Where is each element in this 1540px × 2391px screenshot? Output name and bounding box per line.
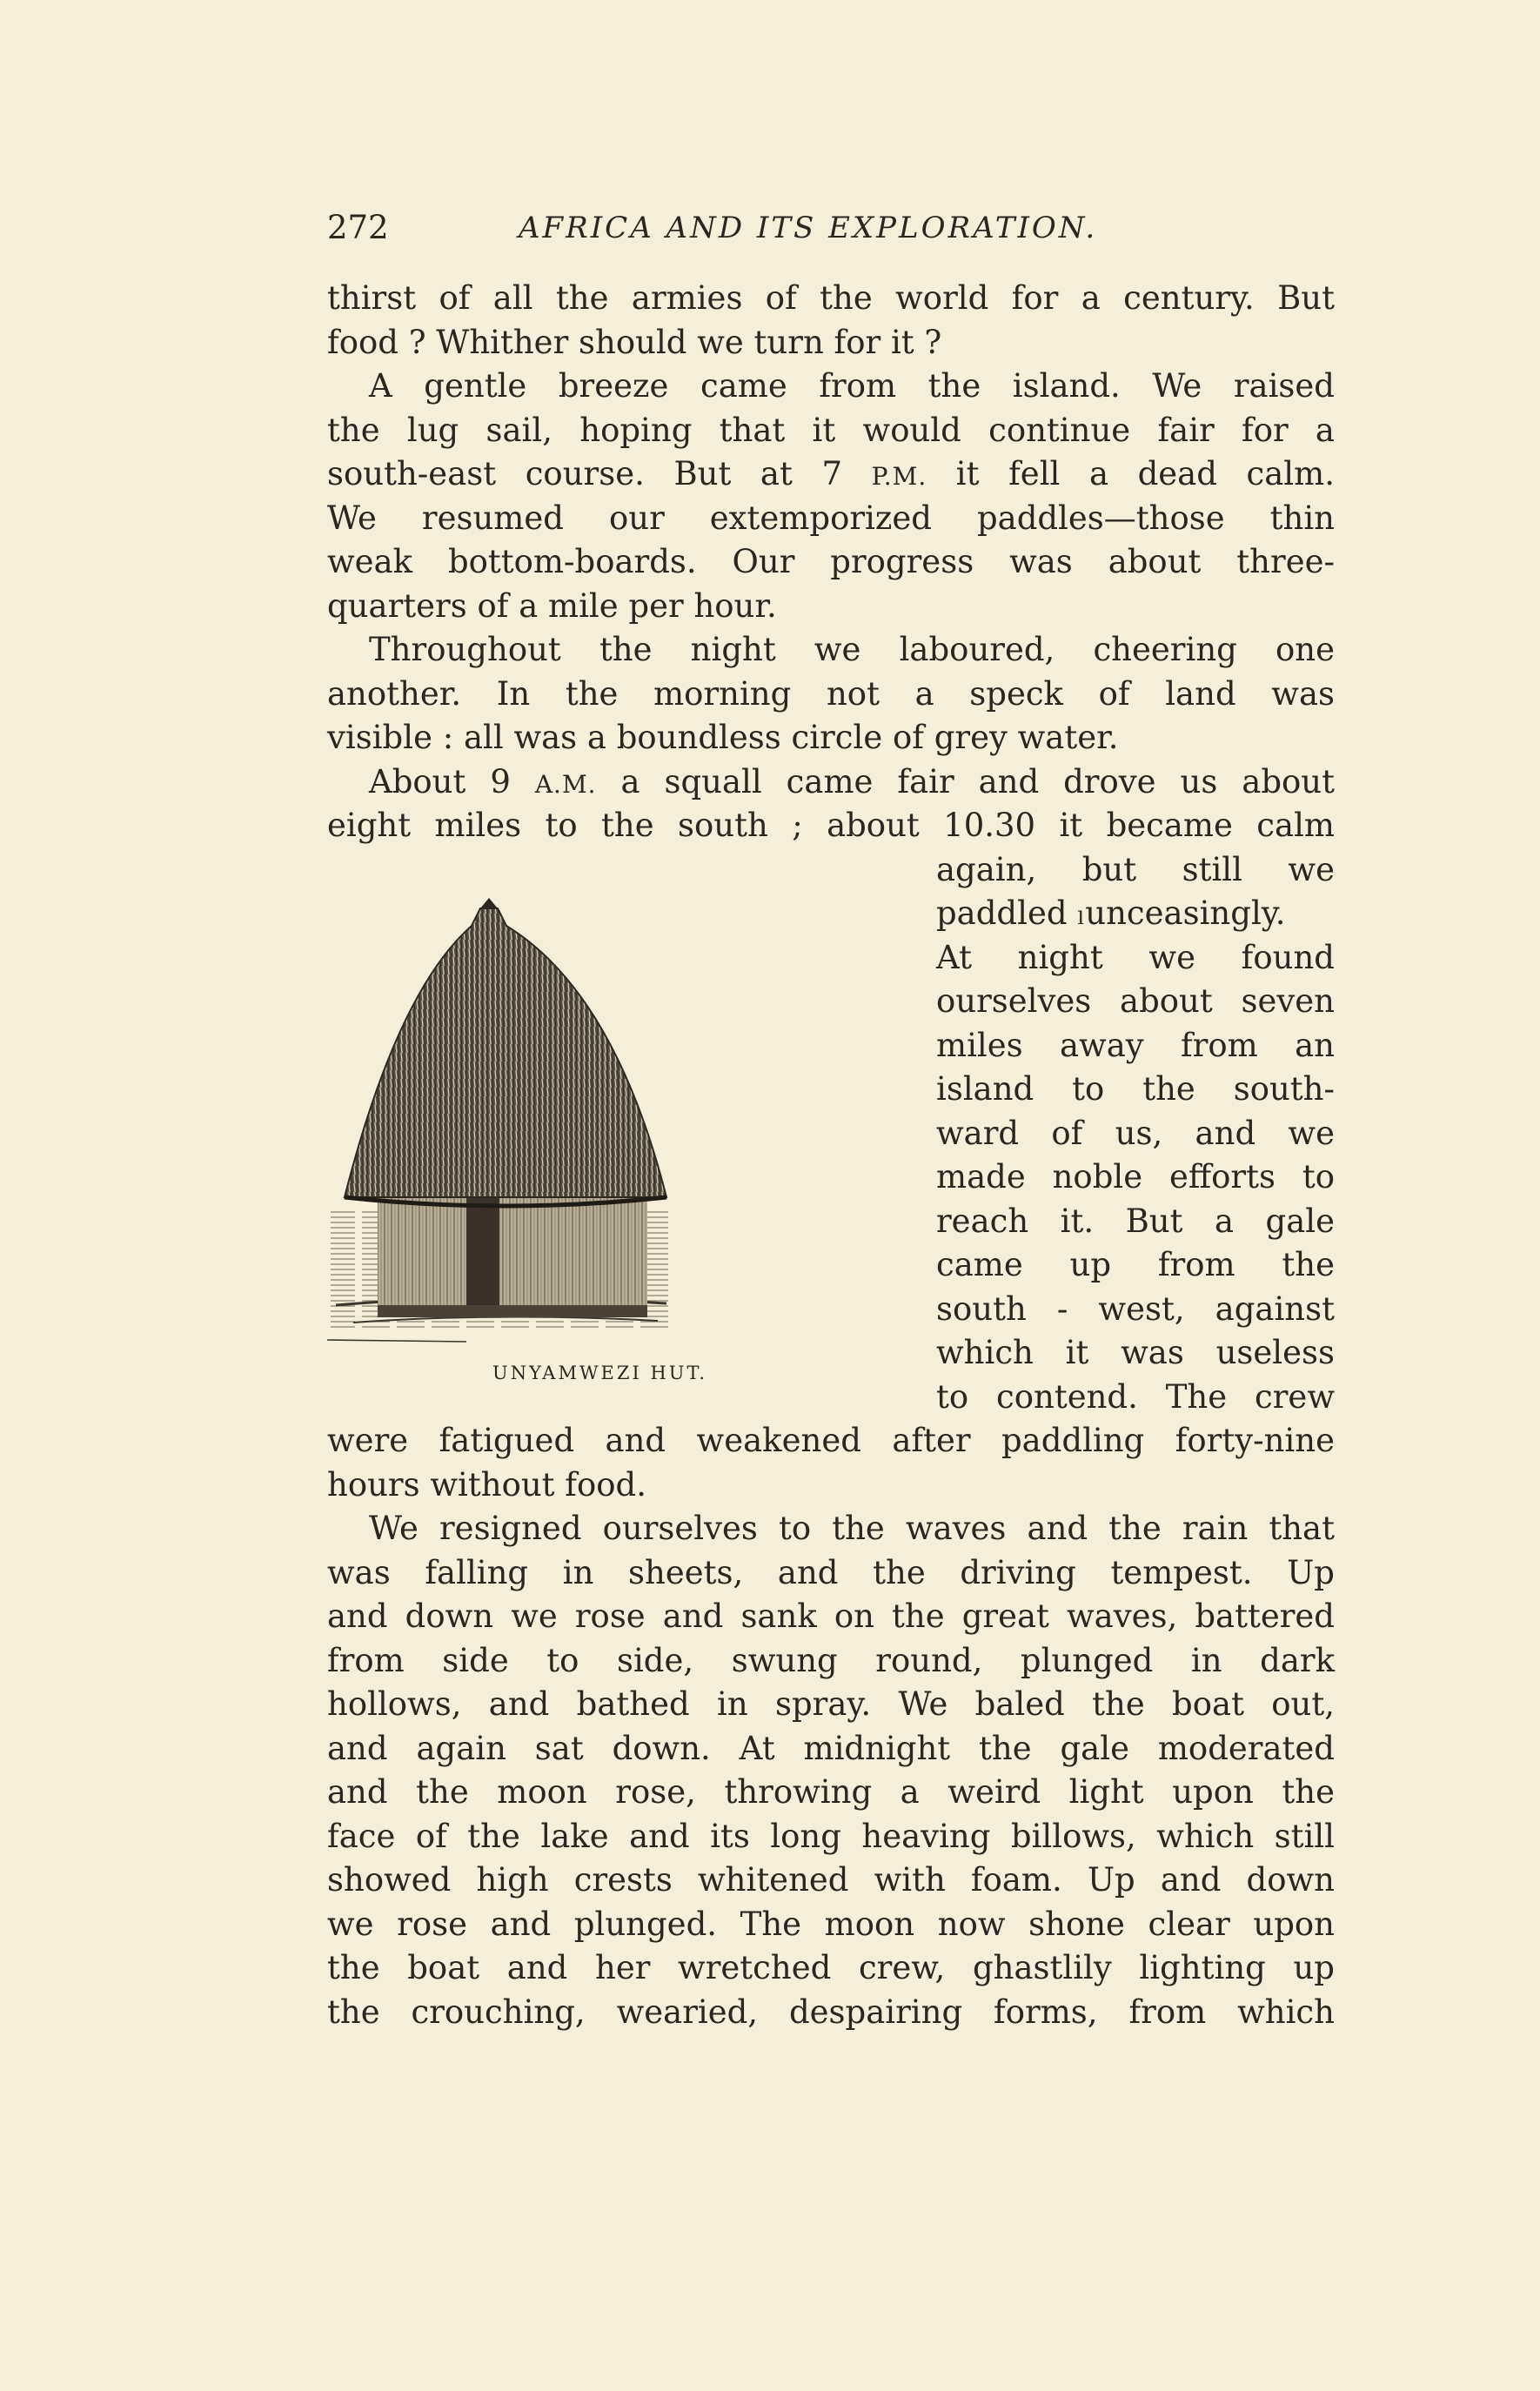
text-fragment: it fell a dead calm. xyxy=(927,455,1335,492)
text-line: which it was useless xyxy=(936,1334,1335,1371)
page-number: 272 xyxy=(327,209,389,246)
text-line: were fatigued and weakened after paddling forty-nine xyxy=(327,1422,1335,1459)
text-line: came up from the xyxy=(936,1246,1335,1283)
text-line: face of the lake and its long heaving billows, which still xyxy=(327,1817,1335,1855)
body-text xyxy=(327,277,1335,2034)
text-line: island to the south- xyxy=(936,1070,1335,1108)
text-line: the boat and her wretched crew, ghastlily lighting up xyxy=(327,1949,1335,1986)
text-line: ourselves about seven xyxy=(936,982,1335,1020)
text-line: paddled ₗunceasingly. xyxy=(936,894,1286,932)
text-line: eight miles to the south ; about 10.30 it became calm xyxy=(327,807,1335,844)
text-line: visible : all was a boundless circle of grey water. xyxy=(327,719,1119,756)
running-head: AFRICA AND ITS EXPLORATION. xyxy=(519,211,1098,245)
text-line: reach it. But a gale xyxy=(936,1202,1335,1240)
text-fragment: south-east course. But at 7 xyxy=(327,455,872,492)
text-line: another. In the morning not a speck of land was xyxy=(327,674,1335,713)
text-line: we rose and plunged. The moon now shone clear upon xyxy=(327,1905,1335,1943)
text-line: made noble efforts to xyxy=(936,1158,1335,1196)
time-abbreviation: P.M. xyxy=(871,462,927,491)
text-line: weak bottom-boards. Our progress was about three- xyxy=(327,543,1335,580)
text-line: food ? Whither should we turn for it ? xyxy=(327,323,942,361)
text-line: We resigned ourselves to the waves and the rain that xyxy=(369,1510,1335,1547)
text-line: south - west, against xyxy=(936,1289,1335,1328)
text-line: to contend. The crew xyxy=(936,1377,1335,1416)
text-line: from side to side, swung round, plunged in dark xyxy=(327,1641,1335,1679)
text-line xyxy=(327,760,1335,805)
text-line: the crouching, wearied, despairing forms, from which xyxy=(327,1992,1335,2031)
text-line: We resumed our extemporized paddles—those thin xyxy=(327,499,1335,537)
text-line: miles away from an xyxy=(936,1026,1335,1064)
text-line xyxy=(327,452,1335,497)
text-line: At night we found xyxy=(936,938,1335,976)
text-line: A gentle breeze came from the island. We raised xyxy=(369,367,1335,405)
text-line: ward of us, and we xyxy=(936,1114,1335,1152)
text-line: Throughout the night we laboured, cheering one xyxy=(369,631,1335,668)
text-fragment: About 9 xyxy=(369,762,535,800)
text-line: quarters of a mile per hour. xyxy=(327,586,777,625)
text-line: hours without food. xyxy=(327,1465,647,1504)
text-line: was falling in sheets, and the driving tempest. Up xyxy=(327,1553,1335,1591)
text-line: and down we rose and sank on the great waves, battered xyxy=(327,1597,1335,1635)
text-line: thirst of all the armies of the world for a century. But xyxy=(327,279,1335,317)
text-fragment: a squall came fair and drove us about xyxy=(596,762,1335,800)
text-line: hollows, and bathed in spray. We baled the boat out, xyxy=(327,1685,1335,1723)
text-line: showed high crests whitened with foam. Up and down xyxy=(327,1861,1335,1899)
time-abbreviation: A.M. xyxy=(534,769,597,799)
text-line: again, but still we xyxy=(936,850,1335,888)
text-line: and again sat down. At midnight the gale moderated xyxy=(327,1729,1335,1767)
text-line: the lug sail, hoping that it would continue fair for a xyxy=(327,411,1335,449)
text-line: and the moon rose, throwing a weird light upon the xyxy=(327,1773,1335,1811)
page-header xyxy=(327,202,1335,254)
figure-caption: UNYAMWEZI HUT. xyxy=(492,1363,708,1383)
